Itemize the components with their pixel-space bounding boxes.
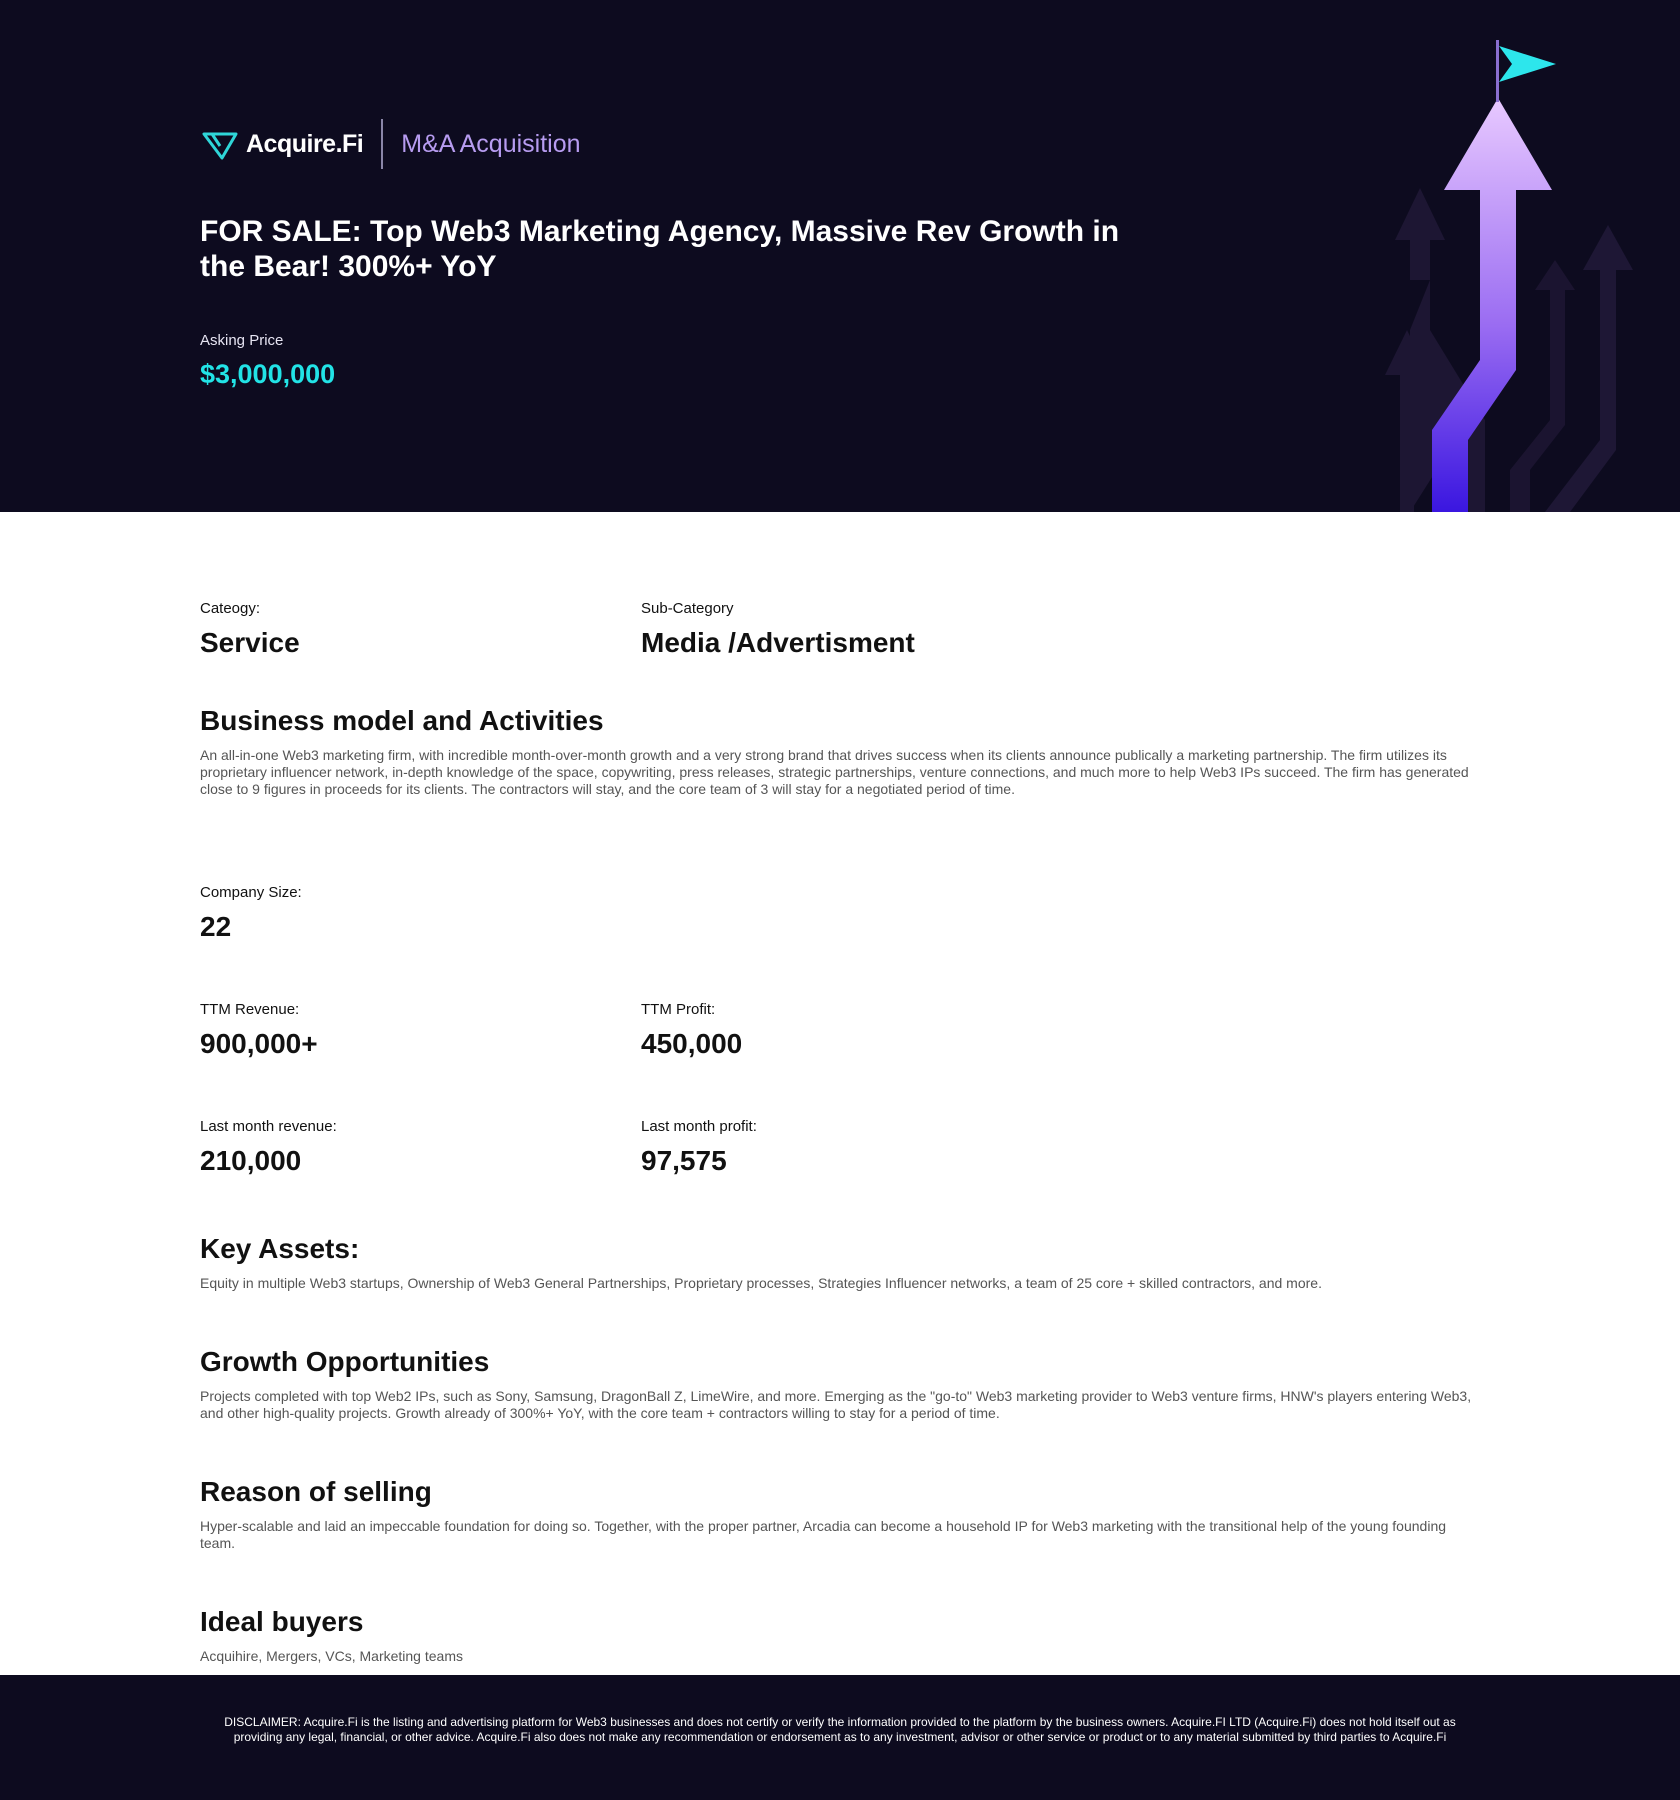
- company-size-value: 22: [200, 911, 232, 942]
- category-value: Service: [200, 627, 300, 658]
- footer: [0, 1675, 1680, 1800]
- category-row: [200, 600, 1480, 659]
- flag-icon: [1499, 46, 1556, 82]
- acquire-logo-icon: [200, 124, 240, 164]
- brand-divider: [381, 119, 383, 169]
- subcategory-label: Sub-Category: [641, 600, 734, 617]
- growth-arrows-icon: [1340, 0, 1680, 512]
- last-month-revenue-label: Last month revenue:: [200, 1118, 337, 1135]
- brand-name[interactable]: Acquire.Fi: [246, 129, 364, 158]
- business-model-text: An all-in-one Web3 marketing firm, with incredible month-over-month growth and a very strong brand that drives success when its clients announce publically a marketing partnership. The firm utilizes its proprietary influencer network, in-depth knowledge of the space, copywriting, press releases, strategic partnerships, venture connections, and much more to help Web3 IPs succeed. The firm has generated close to 9 figures in proceeds for its clients. The contractors will stay, and the core team of 3 will stay for a negotiated period of time.: [200, 747, 1469, 797]
- reason-section: [200, 1476, 1480, 1552]
- listing-title: FOR SALE: Top Web3 Marketing Agency, Massive Rev Growth in the Bear! 300%+ YoY: [200, 215, 1120, 283]
- last-month-profit-value: 97,575: [641, 1145, 727, 1176]
- subcategory-field: [641, 600, 1082, 659]
- asking-price-value: $3,000,000: [200, 359, 336, 389]
- last-month-revenue-value: 210,000: [200, 1145, 302, 1176]
- ttm-profit-label: TTM Profit:: [641, 1001, 716, 1018]
- business-model-section: [200, 705, 1480, 798]
- key-assets-section: [200, 1233, 1480, 1292]
- category-field: [200, 600, 641, 659]
- brand-subtitle: M&A Acquisition: [401, 129, 581, 158]
- buyers-title: Ideal buyers: [200, 1606, 364, 1637]
- disclaimer-text: DISCLAIMER: Acquire.Fi is the listing and advertising platform for Web3 businesses and does not certify or verify the information provided to the platform by the business owners. Acquire.FI LTD (Acquire.Fi) does not hold itself out as providing any legal, financial, or other advice. Acquire.Fi also does not make any recommendation or endorsement as to any investment, advisor or other service or product or to any material submitted by third parties to Acquire.Fi: [224, 1715, 1456, 1744]
- key-assets-text: Equity in multiple Web3 startups, Ownership of Web3 General Partnerships, Proprietary processes, Strategies Influencer networks, a team of 25 core + skilled contractors, and more.: [200, 1275, 1322, 1291]
- last-month-profit-label: Last month profit:: [641, 1118, 757, 1135]
- buyers-section: [200, 1606, 1480, 1665]
- business-model-title: Business model and Activities: [200, 705, 604, 736]
- hero-banner: [0, 0, 1680, 512]
- ttm-revenue-value: 900,000+: [200, 1028, 318, 1059]
- ttm-revenue-field: [200, 1001, 641, 1060]
- key-assets-title: Key Assets:: [200, 1233, 360, 1264]
- asking-price-label: Asking Price: [200, 332, 284, 349]
- reason-text: Hyper-scalable and laid an impeccable foundation for doing so. Together, with the proper partner, Arcadia can become a household IP for Web3 marketing with the transitional help of the young founding team.: [200, 1518, 1447, 1551]
- last-month-revenue-field: [200, 1118, 641, 1177]
- company-size-field: [200, 884, 1480, 943]
- hero-content: [200, 118, 1200, 390]
- subcategory-value: Media /Advertisment: [641, 627, 915, 658]
- ttm-row: [200, 1001, 1480, 1060]
- buyers-text: Acquihire, Mergers, VCs, Marketing teams: [200, 1648, 463, 1664]
- listing-details: [200, 600, 1480, 1665]
- growth-text: Projects completed with top Web2 IPs, such as Sony, Samsung, DragonBall Z, LimeWire, and more. Emerging as the "go-to" Web3 marketing provider to Web3 venture firms, HNW's players entering Web3, and other high-quality projects. Growth already of 300%+ YoY, with the core team + contractors willing to stay for a period of time.: [200, 1388, 1472, 1421]
- ttm-revenue-label: TTM Revenue:: [200, 1001, 300, 1018]
- reason-title: Reason of selling: [200, 1476, 432, 1507]
- ttm-profit-value: 450,000: [641, 1028, 743, 1059]
- growth-section: [200, 1346, 1480, 1422]
- flag-pole: [1496, 40, 1499, 102]
- company-size-label: Company Size:: [200, 884, 302, 901]
- growth-title: Growth Opportunities: [200, 1346, 490, 1377]
- category-label: Cateogy:: [200, 600, 261, 617]
- ttm-profit-field: [641, 1001, 1082, 1060]
- last-month-profit-field: [641, 1118, 1082, 1177]
- brand-row: [200, 118, 1200, 170]
- last-month-row: [200, 1118, 1480, 1177]
